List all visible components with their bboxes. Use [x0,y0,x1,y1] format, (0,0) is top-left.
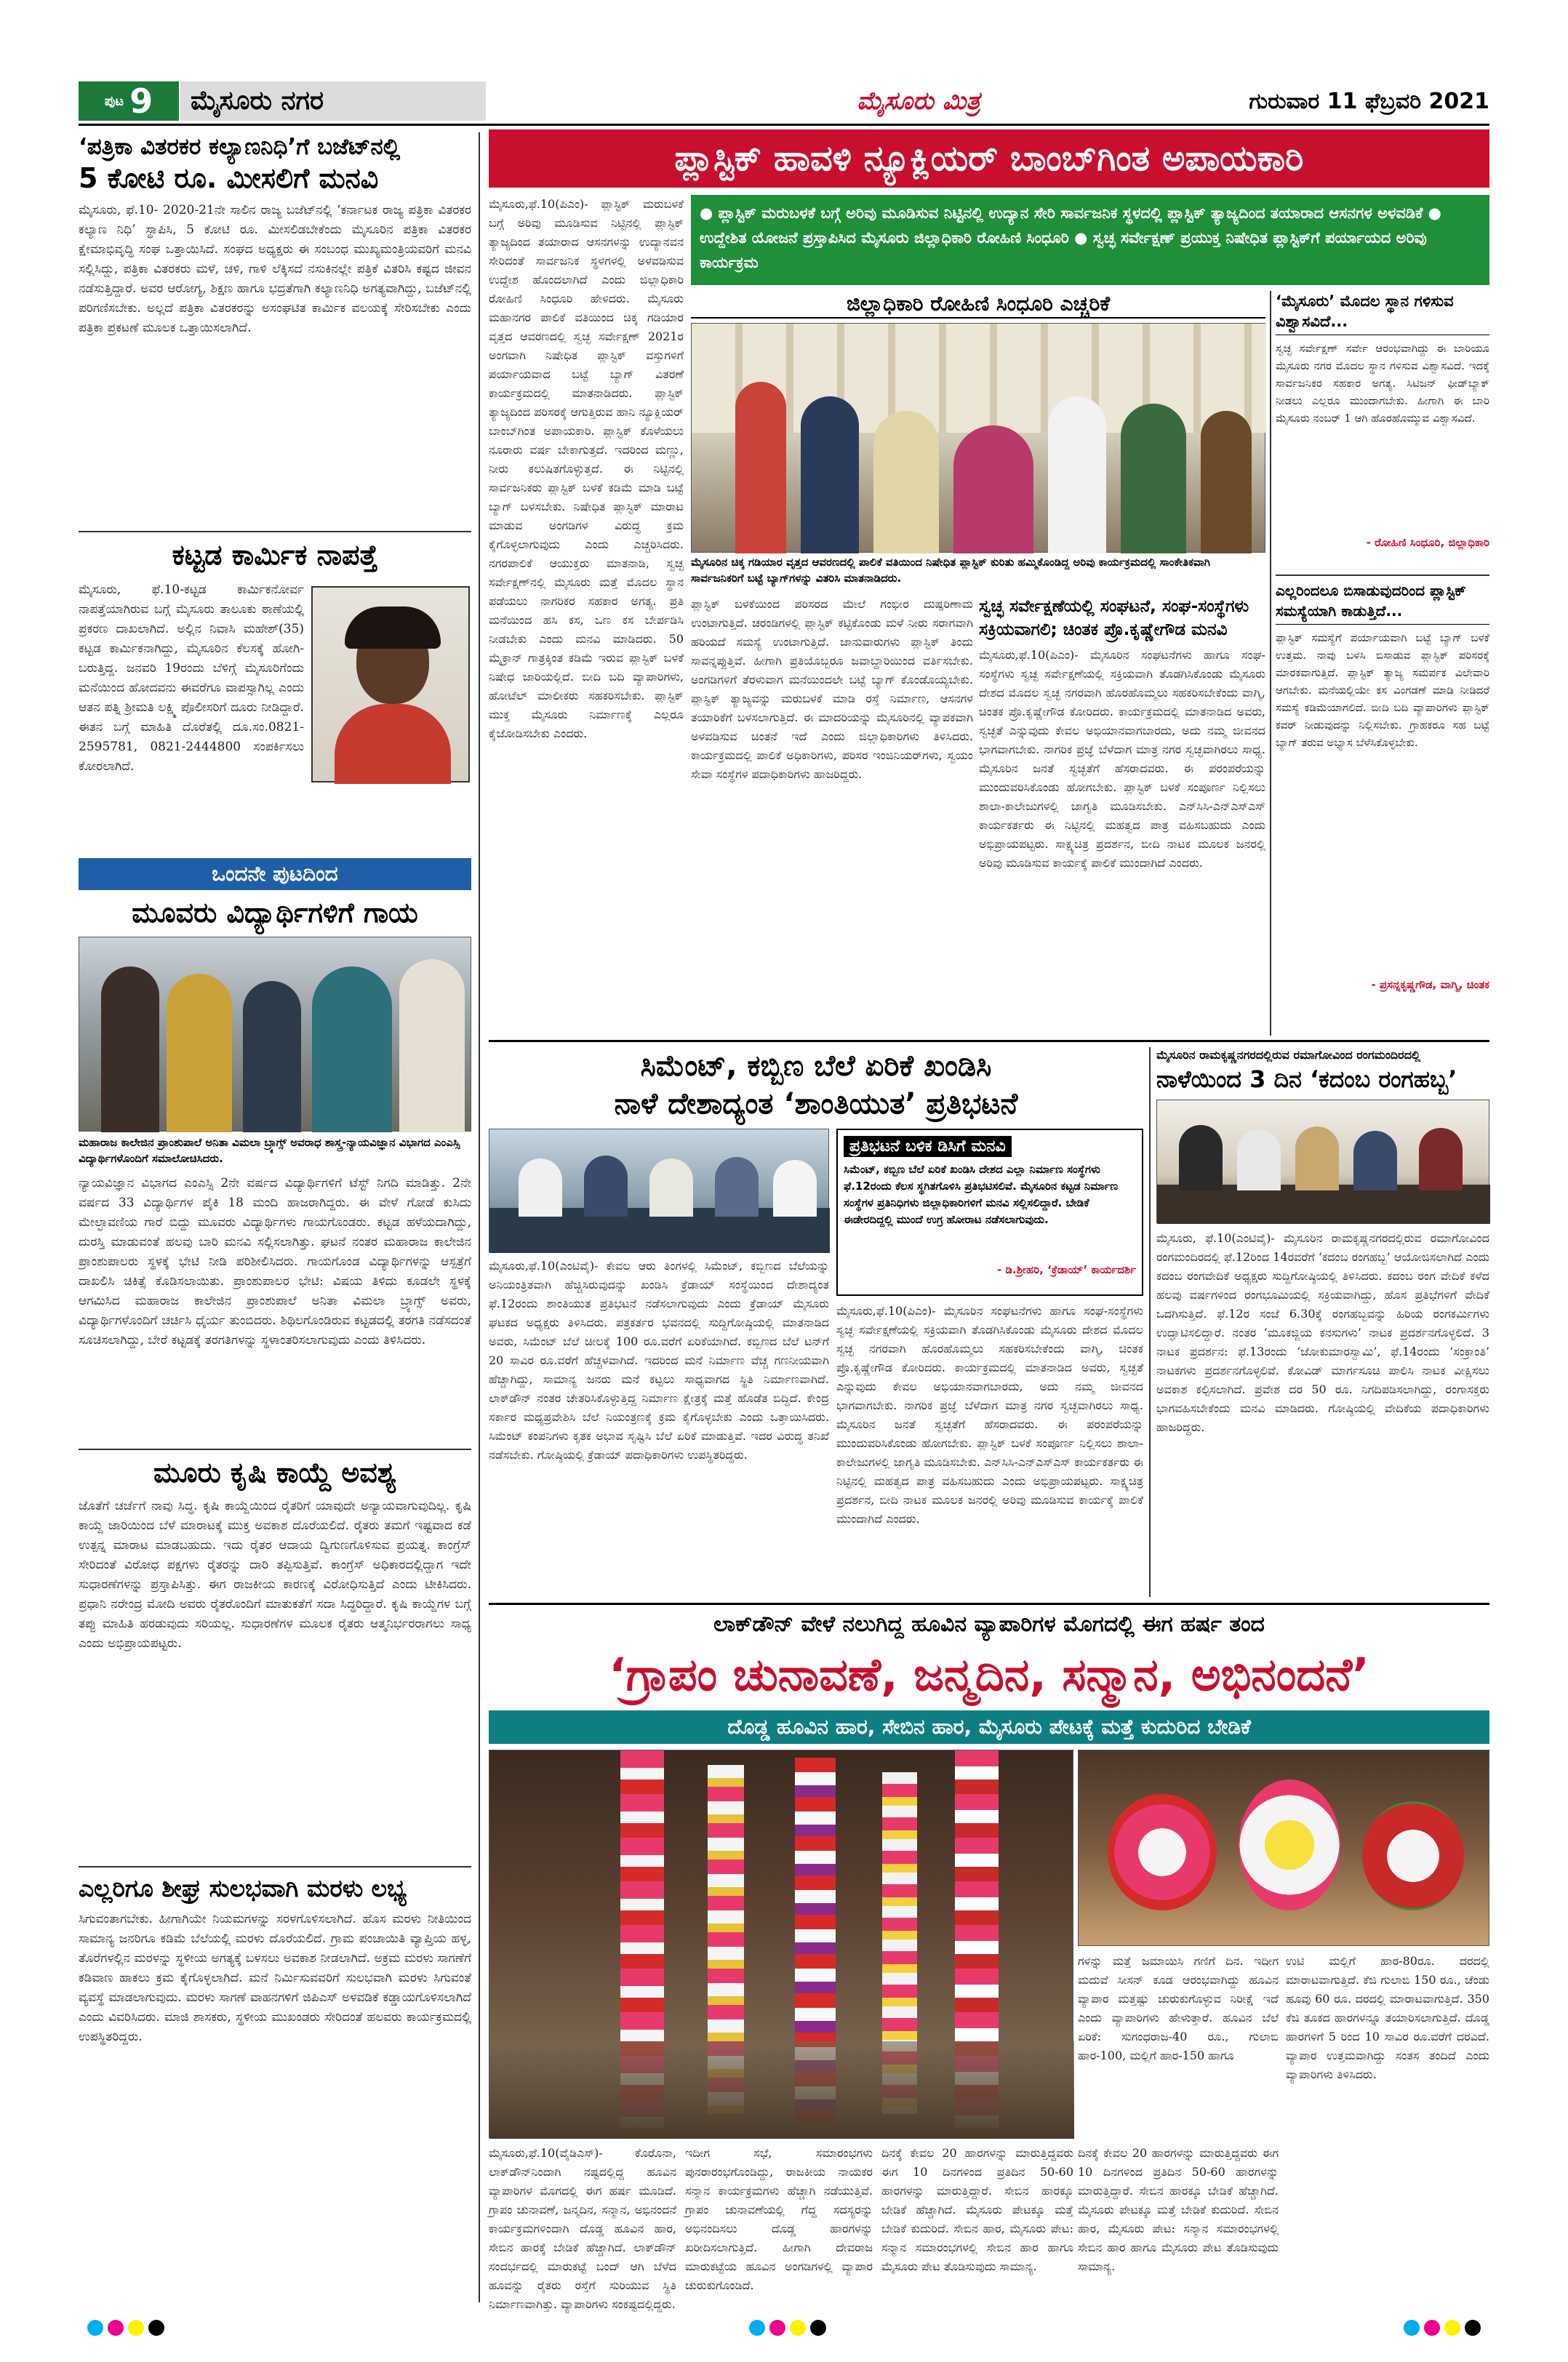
students-headline: ಮೂವರು ವಿದ್ಯಾರ್ಥಿಗಳಿಗೆ ಗಾಯ [132,897,418,929]
divider [79,1866,471,1867]
flower-garland-photo [1078,1750,1489,1946]
flower-col4-cont: ದಿನಕ್ಕೆ ಕೇವಲ 20 ಹಾರಗಳನ್ನು ಮಾರುತ್ತಿದ್ದವರು ಈಗ 10 ದಿನಗಳಿಂದ ಪ್ರತಿದಿನ 50-60 ಹಾರಗಳನ್ನು ಮಾರುತ್ತಿದ್ದಾರೆ. ಸೇಬಿನ ಹಾರಕ್ಕೂ ಬೇಡಿಕೆ ಹೆಚ್ಚಾಗಿದೆ. ಮೈಸೂರು ಪೇಟಕ್ಕೂ ಮತ್ತೆ ಬೇಡಿಕೆ ಕುದುರಿದೆ. ಸೇಬಿನ ಹಾರ, ಮೈಸೂರು ಪೇಟ: ಸನ್ಮಾನ ಸಮಾರಂಭಗಳಲ್ಲಿ ಸೇಬಿನ ಹಾರ ಹಾಗೂ ಮೈಸೂರು ಪೇಟ ತೊಡಿಸುವುದು ಸಾಮಾನ್ಯ. [1078,2146,1279,2273]
cement-press-photo [489,1129,829,1252]
color-registration-bar-center [749,2320,831,2339]
plastic-headline: ಪ್ಲಾಸ್ಟಿಕ್ ಹಾವಳಿ ನ್ಯೂಕ್ಲಿಯರ್ ಬಾಂಬ್‌ಗಿಂತ ಅಪಾಯಕಾರಿ [674,137,1304,179]
flower-kicker: ಲಾಕ್‌ಡೌನ್ ವೇಳೆ ನಲುಗಿದ್ದ ಹೂವಿನ ವ್ಯಾಪಾರಿಗಳ ಮೊಗದಲ್ಲಿ ಈಗ ಹರ್ಷ ತಂದ [713,1612,1265,1637]
issue-date: ಗುರುವಾರ 11 ಫೆಬ್ರವರಿ 2021 [1249,88,1489,114]
collector-photo [691,323,1265,553]
cement-box-title: ಪ್ರತಿಭಟನೆ ಬಳಿಕ ಡಿಸಿಗೆ ಮನವಿ [844,1136,1012,1157]
plastic-side-headline: ಎಲ್ಲರಿಂದಲೂ ಬಿಸಾಡುವುದರಿಂದ ಪ್ಲಾಸ್ಟಿಕ್ ಸಮಸ್ಯೆಯಾಗಿ ಕಾಡುತ್ತಿದೆ... [1276,580,1489,625]
students-story [79,894,471,1447]
sand-body: ಸಿಗುವಂತಾಗಬೇಕು. ಹೀಗಾಗಿಯೇ ನಿಯಮಗಳನ್ನು ಸರಳಗೊಳಿಸಲಾಗಿದೆ. ಹೊಸ ಮರಳು ನೀತಿಯಿಂದ ಸಾಮಾನ್ಯ ಜನರಿಗೂ ಕಡಿಮೆ ಬೆಲೆಯಲ್ಲಿ ಮರಳು ದೊರೆಯಲಿದೆ. ಗ್ರಾಮ ಪಂಚಾಯಿತಿ ವ್ಯಾಪ್ತಿಯ ಹಳ್ಳ, ತೊರೆಗಳಲ್ಲಿನ ಮರಳನ್ನು ಸ್ಥಳೀಯ ಅಗತ್ಯಕ್ಕೆ ಬಳಸಲು ಅವಕಾಶ ನೀಡಲಾಗಿದೆ. ಅಕ್ರಮ ಮರಳು ಸಾಗಣೆಗೆ ಕಡಿವಾಣ ಹಾಕಲು ಕ್ರಮ ಕೈಗೊಳ್ಳಲಾಗಿದೆ. ಮನೆ ನಿರ್ಮಿಸುವವರಿಗೆ ಸುಲಭವಾಗಿ ಮರಳು ಸಿಗುವಂತೆ ವ್ಯವಸ್ಥೆ ಮಾಡಲಾಗುವುದು. ಮರಳು ಸಾಗಣೆ ವಾಹನಗಳಿಗೆ ಜಿಪಿಎಸ್ ಅಳವಡಿಕೆ ಕಡ್ಡಾಯಗೊಳಿಸಲಾಗಿದೆ ಎಂದು ವಿವರಿಸಿದರು. ಮಾಜಿ ಶಾಸಕರು, ಸ್ಥಳೀಯ ಮುಖಂಡರು ಸೇರಿದಂತೆ ಹಲವರು ಕಾರ್ಯಕ್ರಮದಲ್ಲಿ ಉಪಸ್ಥಿತರಿದ್ದರು. [79,1912,471,2044]
divider [79,1449,471,1450]
masthead [79,81,1489,121]
flower-col3: ದಿನಕ್ಕೆ ಕೇವಲ 20 ಹಾರಗಳನ್ನು ಮಾರುತ್ತಿದ್ದವರು ಈಗ 10 ದಿನಗಳಿಂದ ಪ್ರತಿದಿನ 50-60 ಹಾರಗಳನ್ನು ಮಾರುತ್ತಿದ್ದಾರೆ. ಸೇಬಿನ ಹಾರಕ್ಕೂ ಬೇಡಿಕೆ ಹೆಚ್ಚಾಗಿದೆ. ಮೈಸೂರು ಪೇಟಕ್ಕೂ ಮತ್ತೆ ಬೇಡಿಕೆ ಕುದುರಿದೆ. ಸೇಬಿನ ಹಾರ, ಮೈಸೂರು ಪೇಟ: ಸನ್ಮಾನ ಸಮಾರಂಭಗಳಲ್ಲಿ ಸೇಬಿನ ಹಾರ ಹಾಗೂ ಮೈಸೂರು ಪೇಟ ತೊಡಿಸುವುದು ಸಾಮಾನ್ಯ. [881,2146,1073,2273]
students-body: ನ್ಯಾಯವಿಜ್ಞಾನ ವಿಭಾಗದ ಎಂಎಸ್ಸಿ 2ನೇ ವರ್ಷದ ವಿದ್ಯಾರ್ಥಿಗಳಿಗೆ ಟೆಸ್ಟ್ ನಿಗದಿ ಮಾಡಿತ್ತು. 2ನೇ ವರ್ಷದ 33 ವಿದ್ಯಾರ್ಥಿಗಳ ಪೈಕಿ 18 ಮಂದಿ ಹಾಜರಾಗಿದ್ದರು. ಈ ವೇಳೆ ಗೋಡೆ ಕುಸಿದು ಮೇಲ್ಛಾವಣಿಯ ಗಾರೆ ಬಿದ್ದು ಮೂವರು ವಿದ್ಯಾರ್ಥಿಗಳು ಗಾಯಗೊಂಡರು. ಕಟ್ಟಡ ಹಳೆಯದಾಗಿದ್ದು, ದುರಸ್ತಿ ಮಾಡುವಂತೆ ಹಲವು ಬಾರಿ ಮನವಿ ಸಲ್ಲಿಸಲಾಗಿತ್ತು. ಘಟನೆ ನಂತರ ಮಹಾರಾಜ ಕಾಲೇಜಿನ ಪ್ರಾಂಶುಪಾಲರು ಸ್ಥಳಕ್ಕೆ ಭೇಟಿ ನೀಡಿ ಪರಿಶೀಲಿಸಿದರು. ಗಾಯಗೊಂಡ ವಿದ್ಯಾರ್ಥಿಗಳನ್ನು ಆಸ್ಪತ್ರೆಗೆ ದಾಖಲಿಸಿ ಚಿಕಿತ್ಸೆ ಕೊಡಿಸಲಾಯಿತು. ಪ್ರಾಂಶುಪಾಲರ ಭೇಟಿ: ವಿಷಯ ತಿಳಿದು ಕೂಡಲೇ ಸ್ಥಳಕ್ಕೆ ಆಗಮಿಸಿದ ಮಹಾರಾಜ ಕಾಲೇಜಿನ ಪ್ರಾಂಶುಪಾಲೆ ಅನಿತಾ ವಿಮಲಾ ಬ್ರ್ಯಾಗ್ಸ್ ಅವರು, ವಿದ್ಯಾರ್ಥಿಗಳೊಂದಿಗೆ ಚರ್ಚಿಸಿ ಧೈರ್ಯ ತುಂಬಿದರು. ಶಿಥಿಲಗೊಂಡಿರುವ ಕಟ್ಟಡದಲ್ಲಿ ತರಗತಿ ನಡೆಸದಂತೆ ಸೂಚಿಸಲಾಗಿದ್ದು, ಬೇರೆ ಕಟ್ಟಡಕ್ಕೆ ತರಗತಿಗಳನ್ನು ಸ್ಥಳಾಂತರಿಸಲಾಗುವುದು ಎಂದು ತಿಳಿಸಿದರು. [79,1176,471,1348]
students-photo [79,937,471,1132]
farm-laws-story [79,1454,471,1862]
divider [1276,575,1489,576]
plastic-body-col1: ಮೈಸೂರು,ಫೆ.10(ಪಿಎಂ)- ಪ್ಲಾಸ್ಟಿಕ್ ಮರುಬಳಕೆ ಬಗ್ಗೆ ಅರಿವು ಮೂಡಿಸುವ ನಿಟ್ಟಿನಲ್ಲಿ ಪ್ಲಾಸ್ಟಿಕ್ ತ್ಯಾಜ್ಯದಿಂದ ತಯಾರಾದ ಆಸನಗಳನ್ನು ಉದ್ಯಾನವನ ಸೇರಿದಂತೆ ಸಾರ್ವಜನಿಕ ಸ್ಥಳಗಳಲ್ಲಿ ಅಳವಡಿಸುವ ಉದ್ದೇಶ ಹೊಂದಲಾಗಿದೆ ಎಂದು ಜಿಲ್ಲಾಧಿಕಾರಿ ರೋಹಿಣಿ ಸಿಂಧೂರಿ ಹೇಳಿದರು. ಮೈಸೂರು ಮಹಾನಗರ ಪಾಲಿಕೆ ವತಿಯಿಂದ ಚಿಕ್ಕ ಗಡಿಯಾರ ವೃತ್ತದ ಆವರಣದಲ್ಲಿ ಸ್ವಚ್ಛ ಸರ್ವೇಕ್ಷಣ್ 2021ರ ಅಂಗವಾಗಿ ನಿಷೇಧಿತ ಪ್ಲಾಸ್ಟಿಕ್ ವಸ್ತುಗಳಿಗೆ ಪರ್ಯಾಯವಾದ ಬಟ್ಟೆ ಬ್ಯಾಗ್ ವಿತರಣೆ ಕಾರ್ಯಕ್ರಮದಲ್ಲಿ ಮಾತನಾಡಿದರು. ಪ್ಲಾಸ್ಟಿಕ್ ತ್ಯಾಜ್ಯದಿಂದ ಪರಿಸರಕ್ಕೆ ಆಗುತ್ತಿರುವ ಹಾನಿ ನ್ಯೂಕ್ಲಿಯರ್ ಬಾಂಬ್‌ಗಿಂತ ಅಪಾಯಕಾರಿ. ಪ್ಲಾಸ್ಟಿಕ್ ಕೊಳೆಯಲು ನೂರಾರು ವರ್ಷ ಬೇಕಾಗುತ್ತದೆ. ಇದರಿಂದ ಮಣ್ಣು, ನೀರು ಕಲುಷಿತಗೊಳ್ಳುತ್ತದೆ. ಈ ನಿಟ್ಟಿನಲ್ಲಿ ಸಾರ್ವಜನಿಕರು ಪ್ಲಾಸ್ಟಿಕ್ ಬಳಕೆ ಕಡಿಮೆ ಮಾಡಿ ಬಟ್ಟೆ ಬ್ಯಾಗ್ ಬಳಸಬೇಕು. ನಿಷೇಧಿತ ಪ್ಲಾಸ್ಟಿಕ್ ಮಾರಾಟ ಮಾಡುವ ಅಂಗಡಿಗಳ ವಿರುದ್ಧ ಕ್ರಮ ಕೈಗೊಳ್ಳಲಾಗುವುದು ಎಂದು ಎಚ್ಚರಿಸಿದರು. ನಗರಪಾಲಿಕೆ ಆಯುಕ್ತರು ಮಾತನಾಡಿ, ಸ್ವಚ್ಛ ಸರ್ವೇಕ್ಷಣ್‌ನಲ್ಲಿ ಮೈಸೂರು ಮತ್ತೆ ಮೊದಲ ಸ್ಥಾನ ಪಡೆಯಲು ನಾಗರಿಕರ ಸಹಕಾರ ಅಗತ್ಯ. ಪ್ರತಿ ಮನೆಯಿಂದ ಹಸಿ ಕಸ, ಒಣ ಕಸ ಬೇರ್ಪಡಿಸಿ ನೀಡಬೇಕು ಎಂದು ಮನವಿ ಮಾಡಿದರು. 50 ಮೈಕ್ರಾನ್ ಗಾತ್ರಕ್ಕಿಂತ ಕಡಿಮೆ ಇರುವ ಪ್ಲಾಸ್ಟಿಕ್ ಬಳಕೆ ನಿಷೇಧ ಜಾರಿಯಲ್ಲಿದೆ. ಬೀದಿ ಬದಿ ವ್ಯಾಪಾರಿಗಳು, ಹೋಟೆಲ್ ಮಾಲೀಕರು ಸಹಕರಿಸಬೇಕು. ಪ್ಲಾಸ್ಟಿಕ್ ಮುಕ್ತ ಮೈಸೂರು ನಿರ್ಮಾಣಕ್ಕೆ ಎಲ್ಲರೂ ಕೈಜೋಡಿಸಬೇಕು ಎಂದರು. [489,197,684,740]
farm-headline: ಮೂರು ಕೃಷಿ ಕಾಯ್ದೆ ಅವಶ್ಯ [153,1457,396,1489]
flower-headline: ‘ಗ್ರಾಪಂ ಚುನಾವಣೆ, ಜನ್ಮದಿನ, ಸನ್ಮಾನ, ಅಭಿನಂದನೆ’ [609,1648,1369,1701]
section-name: ಮೈಸೂರು ನಗರ [180,81,486,121]
theatre-story [1156,1047,1489,1597]
worker-headline: ಕಟ್ಟಡ ಕಾರ್ಮಿಕ ನಾಪತ್ತೆ [172,539,378,571]
survey-story [979,595,1265,1036]
collector-body-col2: ಪ್ಲಾಸ್ಟಿಕ್ ಬಳಕೆಯಿಂದ ಪರಿಸರದ ಮೇಲೆ ಗಂಭೀರ ದುಷ್ಪರಿಣಾಮ ಉಂಟಾಗುತ್ತಿದೆ. ಚರಂಡಿಗಳಲ್ಲಿ ಪ್ಲಾಸ್ಟಿಕ್ ಕಟ್ಟಿಕೊಂಡು ಮಳೆ ನೀರು ಸರಾಗವಾಗಿ ಹರಿಯದೆ ಸಮಸ್ಯೆ ಉಂಟಾಗುತ್ತಿದೆ. ಜಾನುವಾರುಗಳು ಪ್ಲಾಸ್ಟಿಕ್ ತಿಂದು ಸಾವನ್ನಪ್ಪುತ್ತಿವೆ. ಹೀಗಾಗಿ ಪ್ರತಿಯೊಬ್ಬರೂ ಜವಾಬ್ದಾರಿಯಿಂದ ವರ್ತಿಸಬೇಕು. ಅಂಗಡಿಗಳಿಗೆ ತೆರಳುವಾಗ ಮನೆಯಿಂದಲೇ ಬಟ್ಟೆ ಬ್ಯಾಗ್ ಕೊಂಡೊಯ್ಯಬೇಕು. ಪ್ಲಾಸ್ಟಿಕ್ ತ್ಯಾಜ್ಯವನ್ನು ಮರುಬಳಕೆ ಮಾಡಿ ರಸ್ತೆ ನಿರ್ಮಾಣ, ಆಸನಗಳ ತಯಾರಿಕೆಗೆ ಬಳಸಲಾಗುತ್ತಿದೆ. ಈ ಮಾದರಿಯನ್ನು ಮೈಸೂರಿನಲ್ಲಿ ವ್ಯಾಪಕವಾಗಿ ಅಳವಡಿಸುವ ಚಿಂತನೆ ಇದೆ ಎಂದು ಜಿಲ್ಲಾಧಿಕಾರಿಗಳು ತಿಳಿಸಿದರು. ಕಾರ್ಯಕ್ರಮದಲ್ಲಿ ಪಾಲಿಕೆ ಅಧಿಕಾರಿಗಳು, ಪರಿಸರ ಇಂಜಿನಿಯರ್‌ಗಳು, ಸ್ವಯಂ ಸೇವಾ ಸಂಸ್ಥೆಗಳ ಪದಾಧಿಕಾರಿಗಳು ಹಾಜರಿದ್ದರು. [691,597,973,781]
swachh-side-headline: ‘ಮೈಸೂರು’ ಮೊದಲ ಸ್ಥಾನ ಗಳಿಸುವ ವಿಶ್ವಾಸವಿದೆ... [1276,291,1489,335]
theatre-press-photo [1156,1100,1489,1223]
column-divider [479,132,480,2302]
flower-col4: ಗಳನ್ನು ಮತ್ತೆ ಜಮಾಯಿಸಿ ಗಣಿಗೆ ದಿನ. ಇದೀಗ ಮದುವೆ ಸೀಸನ್ ಕೂಡ ಆರಂಭವಾಗಿದ್ದು ಹೂವಿನ ವ್ಯಾಪಾರ ಮತ್ತಷ್ಟು ಚುರುಕುಗೊಳ್ಳುವ ನಿರೀಕ್ಷೆ ಇದೆ ಎಂದು ವ್ಯಾಪಾರಿಗಳು ಹೇಳುತ್ತಾರೆ. ಹೂವಿನ ಬೆಲೆ ಏರಿಕೆ: ಸುಗಂಧರಾಜ-40 ರೂ., ಗುಲಾಬಿ ಹಾರ-100, ಮಲ್ಲಿಗೆ ಹಾರ-150 ಹಾಗೂ [1078,1954,1279,2062]
cement-headline: ಸಿಮೆಂಟ್, ಕಬ್ಬಿಣ ಬೆಲೆ ಏರಿಕೆ ಖಂಡಿಸಿ ನಾಳೆ ದೇಶಾದ್ಯಂತ ‘ಶಾಂತಿಯುತ’ ಪ್ರತಿಭಟನೆ [614,1049,1018,1121]
farm-body: ಜೊತೆಗೆ ಚರ್ಚೆಗೆ ನಾವು ಸಿದ್ಧ. ಕೃಷಿ ಕಾಯ್ದೆಯಿಂದ ರೈತರಿಗೆ ಯಾವುದೇ ಅನ್ಯಾಯವಾಗುವುದಿಲ್ಲ. ಕೃಷಿ ಕಾಯ್ದೆ ಜಾರಿಯಿಂದ ಬೆಳೆ ಮಾರಾಟಕ್ಕೆ ಮುಕ್ತ ಅವಕಾಶ ದೊರೆಯಲಿದೆ. ರೈತರು ತಮಗೆ ಇಷ್ಟವಾದ ಕಡೆ ಉತ್ಪನ್ನ ಮಾರಾಟ ಮಾಡಬಹುದು. ಇದು ರೈತರ ಆದಾಯ ದ್ವಿಗುಣಗೊಳಿಸುವ ಪ್ರಯತ್ನ. ಕಾಂಗ್ರೆಸ್ ಸೇರಿದಂತೆ ವಿರೋಧ ಪಕ್ಷಗಳು ರೈತರನ್ನು ದಾರಿ ತಪ್ಪಿಸುತ್ತಿವೆ. ಕಾಂಗ್ರೆಸ್ ಅಧಿಕಾರದಲ್ಲಿದ್ದಾಗ ಇದೇ ಸುಧಾರಣೆಗಳನ್ನು ಪ್ರಸ್ತಾಪಿಸಿತ್ತು. ಈಗ ರಾಜಕೀಯ ಕಾರಣಕ್ಕೆ ವಿರೋಧಿಸುತ್ತಿದೆ ಎಂದು ಟೀಕಿಸಿದರು. ಪ್ರಧಾನಿ ನರೇಂದ್ರ ಮೋದಿ ಅವರು ರೈತರೊಂದಿಗೆ ಮಾತುಕತೆಗೆ ಸದಾ ಸಿದ್ಧರಿದ್ದಾರೆ. ಕೃಷಿ ಕಾಯ್ದೆಗಳ ಬಗ್ಗೆ ತಪ್ಪು ಮಾಹಿತಿ ಹರಡುವುದು ಸರಿಯಲ್ಲ. ಸುಧಾರಣೆಗಳ ಮೂಲಕ ರೈತರು ಆತ್ಮನಿರ್ಭರರಾಗಲು ಸಾಧ್ಯ ಎಂದು ಅಭಿಪ್ರಾಯಪಟ್ಟರು. [79,1499,471,1651]
divider [489,1040,1489,1042]
flower-col2: ಇದೀಗ ಸಭೆ, ಸಮಾರಂಭಗಳು ಪುನರಾರಂಭಗೊಂಡಿದ್ದು, ರಾಜಕೀಯ ನಾಯಕರ ಸನ್ಮಾನ ಕಾರ್ಯಕ್ರಮಗಳು ಹೆಚ್ಚಾಗಿ ನಡೆಯುತ್ತಿವೆ. ಗ್ರಾಪಂ ಚುನಾವಣೆಯಲ್ಲಿ ಗೆದ್ದ ಸದಸ್ಯರನ್ನು ಅಭಿನಂದಿಸಲು ದೊಡ್ಡ ಹಾರಗಳನ್ನು ಖರೀದಿಸಲಾಗುತ್ತಿದೆ. ಹೀಗಾಗಿ ದೇವರಾಜ ಮಾರುಕಟ್ಟೆಯ ಹೂವಿನ ಅಂಗಡಿಗಳಲ್ಲಿ ವ್ಯಾಪಾರ ಚುರುಕುಗೊಂಡಿದೆ. [685,2146,873,2292]
budget-story [79,132,471,527]
flower-col5: ಉಟಿ ಮಲ್ಲಿಗೆ ಹಾರ-80ರೂ. ದರದಲ್ಲಿ ಮಾರಾಟವಾಗುತ್ತಿದೆ. ಕೆಜಿ ಗುಲಾಬಿ 150 ರೂ., ಚೆಂಡು ಹೂವು 60 ರೂ. ದರದಲ್ಲಿ ಮಾರಾಟವಾಗುತ್ತಿದೆ. 350 ಕೆಜಿ ತೂಕದ ಹಾರಗಳನ್ನೂ ತಯಾರಿಸಲಾಗುತ್ತಿದೆ. ದೊಡ್ಡ ಹಾರಗಳಿಗೆ 5 ರಿಂದ 10 ಸಾವಿರ ರೂ.ವರೆಗೆ ದರವಿದೆ. ವ್ಯಾಪಾರ ಉತ್ತಮವಾಗಿದ್ದು ಸಂತಸ ತಂದಿದೆ ಎಂದು ವ್ಯಾಪಾರಿಗಳು ತಿಳಿಸಿದರು. [1286,1954,1489,2081]
color-registration-bar-left [87,2320,169,2339]
continued-banner: ಒಂದನೇ ಪುಟದಿಂದ [79,858,471,890]
plastic-side-attribution: - ಪ್ರಸನ್ನಕೃಷ್ಣಗೌಡ, ವಾಗ್ಮಿ, ಚಿಂತಕ [1371,978,1489,991]
budget-headline: ‘ಪತ್ರಿಕಾ ವಿತರಕರ ಕಲ್ಯಾಣನಿಧಿ’ಗೆ ಬಜೆಟ್‌ನಲ್ಲಿ 5 ಕೋಟಿ ರೂ. ಮೀಸಲಿಗೆ ಮನವಿ [79,134,401,194]
sand-headline: ಎಲ್ಲರಿಗೂ ಶೀಘ್ರ ಸುಲಭವಾಗಿ ಮರಳು ಲಭ್ಯ [79,1874,407,1902]
masthead-rule [79,124,1489,126]
divider [1149,1047,1151,1597]
survey-headline: ಸ್ವಚ್ಛ ಸರ್ವೇಕ್ಷಣೆಯಲ್ಲಿ ಸಂಘಟನೆ, ಸಂಘ-ಸಂಸ್ಥೆಗಳು ಸಕ್ರಿಯವಾಗಲಿ; ಚಿಂತಕ ಪ್ರೊ.ಕೃಷ್ಣೇಗೌಡ ಮನವಿ [979,597,1249,639]
divider [1270,291,1271,1036]
paper-name-logo: ಮೈಸೂರು ಮಿತ್ರ [857,87,980,116]
swachh-side-body: ಸ್ವಚ್ಛ ಸರ್ವೇಕ್ಷಣ್ ಸರ್ವೇ ಆರಂಭವಾಗಿದ್ದು ಈ ಬಾರಿಯೂ ಮೈಸೂರು ನಗರ ಮೊದಲ ಸ್ಥಾನ ಗಳಿಸುವ ವಿಶ್ವಾಸವಿದೆ. ಇದಕ್ಕೆ ಸಾರ್ವಜನಿಕರ ಸಹಕಾರ ಅಗತ್ಯ. ಸಿಟಿಜನ್ ಫೀಡ್‌ಬ್ಯಾಕ್ ನೀಡಲು ಎಲ್ಲರೂ ಮುಂದಾಗಬೇಕು. ಹೀಗಾಗಿ ಈ ಬಾರಿ ಮೈಸೂರು ನಂಬರ್ 1 ಆಗಿ ಹೊರಹೊಮ್ಮುವ ವಿಶ್ವಾಸವಿದೆ. [1276,342,1489,425]
cement-protest-box [836,1129,1143,1296]
sand-story [79,1872,471,2302]
cement-body: ಮೈಸೂರು,ಫೆ.10(ಎಂಟಿವೈ)- ಕೇವಲ ಆರು ತಿಂಗಳಲ್ಲಿ ಸಿಮೆಂಟ್, ಕಬ್ಬಿಣದ ಬೆಲೆಯನ್ನು ಅನಿಯಂತ್ರಿತವಾಗಿ ಹೆಚ್ಚಿಸಿರುವುದನ್ನು ಖಂಡಿಸಿ ಕ್ರೆಡಾಯ್ ಸಂಸ್ಥೆಯಿಂದ ದೇಶಾದ್ಯಂತ ಫೆ.12ರಂದು ಶಾಂತಿಯುತ ಪ್ರತಿಭಟನೆ ನಡೆಸಲಾಗುವುದು ಎಂದು ಕ್ರೆಡಾಯ್ ಮೈಸೂರು ಘಟಕದ ಅಧ್ಯಕ್ಷರು ತಿಳಿಸಿದರು. ಪತ್ರಕರ್ತರ ಭವನದಲ್ಲಿ ಸುದ್ದಿಗೋಷ್ಠಿಯಲ್ಲಿ ಮಾತನಾಡಿದ ಅವರು, ಸಿಮೆಂಟ್ ಬೆಲೆ ಚೀಲಕ್ಕೆ 100 ರೂ.ವರೆಗೆ ಏರಿಕೆಯಾಗಿದೆ. ಕಬ್ಬಿಣದ ಬೆಲೆ ಟನ್‌ಗೆ 20 ಸಾವಿರ ರೂ.ವರೆಗೆ ಹೆಚ್ಚಳವಾಗಿದೆ. ಇದರಿಂದ ಮನೆ ನಿರ್ಮಾಣ ವೆಚ್ಚ ಗಣನೀಯವಾಗಿ ಹೆಚ್ಚಾಗಿದ್ದು, ಸಾಮಾನ್ಯ ಜನರು ಮನೆ ಕಟ್ಟಲು ಸಾಧ್ಯವಾಗದ ಸ್ಥಿತಿ ನಿರ್ಮಾಣವಾಗಿದೆ. ಲಾಕ್‌ಡೌನ್ ನಂತರ ಚೇತರಿಸಿಕೊಳ್ಳುತ್ತಿದ್ದ ನಿರ್ಮಾಣ ಕ್ಷೇತ್ರಕ್ಕೆ ಮತ್ತೆ ಹೊಡೆತ ಬಿದ್ದಿದೆ. ಕೇಂದ್ರ ಸರ್ಕಾರ ಮಧ್ಯಪ್ರವೇಶಿಸಿ ಬೆಲೆ ನಿಯಂತ್ರಣಕ್ಕೆ ಕ್ರಮ ಕೈಗೊಳ್ಳಬೇಕು ಎಂದು ಒತ್ತಾಯಿಸಿದರು. ಸಿಮೆಂಟ್ ಕಂಪನಿಗಳು ಕೃತಕ ಅಭಾವ ಸೃಷ್ಟಿಸಿ ಬೆಲೆ ಏರಿಕೆ ಮಾಡುತ್ತಿವೆ. ಇದರ ವಿರುದ್ಧ ತನಿಖೆ ನಡೆಸಬೇಕು. ಗೋಷ್ಠಿಯಲ್ಲಿ ಕ್ರೆಡಾಯ್ ಪದಾಧಿಕಾರಿಗಳು ಉಪಸ್ಥಿತರಿದ್ದರು. [489,1259,829,1462]
page-number: 9 [129,81,153,121]
worker-body: ಮೈಸೂರು, ಫೆ.10-ಕಟ್ಟಡ ಕಾರ್ಮಿಕನೋರ್ವ ನಾಪತ್ತೆಯಾಗಿರುವ ಬಗ್ಗೆ ಮೈಸೂರು ತಾಲೂಕು ಠಾಣೆಯಲ್ಲಿ ಪ್ರಕರಣ ದಾಖಲಾಗಿದೆ. ಅಲ್ಲಿನ ನಿವಾಸಿ ಮಹೇಶ್(35) ಕಟ್ಟಡ ಕಾರ್ಮಿಕನಾಗಿದ್ದು, ಮೈಸೂರಿನ ಕೆಲಸಕ್ಕೆ ಹೋಗಿ-ಬರುತ್ತಿದ್ದ. ಜನವರಿ 19ರಂದು ಬೆಳಿಗ್ಗೆ ಮೈಸೂರಿಗೆಂದು ಮನೆಯಿಂದ ಹೋದವನು ಈವರೆಗೂ ವಾಪಸ್ಸಾಗಿಲ್ಲ ಎಂದು ಆತನ ಪತ್ನಿ ಶ್ರೀಮತಿ ಲಕ್ಷ್ಮಿ ಪೊಲೀಸರಿಗೆ ದೂರು ನೀಡಿದ್ದಾರೆ. ಈತನ ಬಗ್ಗೆ ಮಾಹಿತಿ ದೊರೆತಲ್ಲಿ ದೂ.ಸಂ.0821-2595781, 0821-2444800 ಸಂಪರ್ಕಿಸಲು ಕೋರಲಾಗಿದೆ. [79,583,304,774]
page-number-badge [79,81,179,121]
swachh-side-attribution: - ರೋಹಿಣಿ ಸಿಂಧೂರಿ, ಜಿಲ್ಲಾಧಿಕಾರಿ [1366,536,1489,549]
page-label: ಪುಟ [104,93,124,109]
survey-body: ಮೈಸೂರು,ಫೆ.10(ಪಿಎಂ)- ಮೈಸೂರಿನ ಸಂಘಟನೆಗಳು ಹಾಗೂ ಸಂಘ-ಸಂಸ್ಥೆಗಳು ಸ್ವಚ್ಛ ಸರ್ವೇಕ್ಷಣೆಯಲ್ಲಿ ಸಕ್ರಿಯವಾಗಿ ತೊಡಗಿಸಿಕೊಂಡು ಮೈಸೂರು ದೇಶದ ಮೊದಲ ಸ್ವಚ್ಛ ನಗರವಾಗಿ ಹೊರಹೊಮ್ಮಲು ಸಹಕರಿಸಬೇಕೆಂದು ವಾಗ್ಮಿ, ಚಿಂತಕ ಪ್ರೊ.ಕೃಷ್ಣೇಗೌಡ ಕೋರಿದರು. ಕಾರ್ಯಕ್ರಮದಲ್ಲಿ ಮಾತನಾಡಿದ ಅವರು, ಸ್ವಚ್ಛತೆ ಎನ್ನುವುದು ಕೇವಲ ಅಭಿಯಾನವಾಗಬಾರದು, ಅದು ನಮ್ಮ ಜೀವನದ ಭಾಗವಾಗಬೇಕು. ನಾಗರಿಕ ಪ್ರಜ್ಞೆ ಬೆಳೆದಾಗ ಮಾತ್ರ ನಗರ ಸ್ವಚ್ಛವಾಗಿರಲು ಸಾಧ್ಯ. ಮೈಸೂರಿನ ಜನತೆ ಸ್ವಚ್ಛತೆಗೆ ಹೆಸರಾದವರು. ಈ ಪರಂಪರೆಯನ್ನು ಮುಂದುವರಿಸಿಕೊಂಡು ಹೋಗಬೇಕು. ಪ್ಲಾಸ್ಟಿಕ್ ಬಳಕೆ ಸಂಪೂರ್ಣ ನಿಲ್ಲಿಸಲು ಶಾಲಾ-ಕಾಲೇಜುಗಳಲ್ಲಿ ಜಾಗೃತಿ ಮೂಡಿಸಬೇಕು. ಎನ್‌ಸಿಸಿ-ಎನ್‌ಎಸ್‌ಎಸ್ ಕಾರ್ಯಕರ್ತರು ಈ ನಿಟ್ಟಿನಲ್ಲಿ ಮಹತ್ವದ ಪಾತ್ರ ವಹಿಸಬಹುದು ಎಂದು ಅಭಿಪ್ರಾಯಪಟ್ಟರು. ಸಾಕ್ಷ್ಯಚಿತ್ರ ಪ್ರದರ್ಶನ, ಬೀದಿ ನಾಟಕ ಮೂಲಕ ಜನರಲ್ಲಿ ಅರಿವು ಮೂಡಿಸುವ ಕಾರ್ಯಕ್ಕೆ ಪಾಲಿಕೆ ಮುಂದಾಗಿದೆ ಎಂದರು. [979,648,1265,870]
theatre-kicker: ಮೈಸೂರಿನ ರಾಮಕೃಷ್ಣನಗರದಲ್ಲಿರುವ ರಮಾಗೋವಿಂದ ರಂಗಮಂದಿರದಲ್ಲಿ [1156,1048,1421,1062]
plastic-side-body: ಪ್ಲಾಸ್ಟಿಕ್ ಸಮಸ್ಯೆಗೆ ಪರ್ಯಾಯವಾಗಿ ಬಟ್ಟೆ ಬ್ಯಾಗ್ ಬಳಕೆ ಉತ್ತಮ. ನಾವು ಬಳಸಿ ಬಿಸಾಡುವ ಪ್ಲಾಸ್ಟಿಕ್ ಪರಿಸರಕ್ಕೆ ಮಾರಕವಾಗುತ್ತಿದೆ. ಪ್ಲಾಸ್ಟಿಕ್ ತ್ಯಾಜ್ಯ ಸಮರ್ಪಕ ವಿಲೇವಾರಿ ಆಗಬೇಕು. ಮನೆಯಲ್ಲಿಯೇ ಕಸ ವಿಂಗಡಣೆ ಮಾಡಿ ನೀಡಿದರೆ ಸಮಸ್ಯೆ ಕಡಿಮೆಯಾಗಲಿದೆ. ಬೀದಿ ಬದಿ ವ್ಯಾಪಾರಿಗಳು ಪ್ಲಾಸ್ಟಿಕ್ ಕವರ್ ನೀಡುವುದನ್ನು ನಿಲ್ಲಿಸಬೇಕು. ಗ್ರಾಹಕರೂ ಸಹ ಬಟ್ಟೆ ಬ್ಯಾಗ್ ತರುವ ಅಭ್ಯಾಸ ಬೆಳೆಸಿಕೊಳ್ಳಬೇಕು. [1276,631,1489,749]
collector-caption: ಮೈಸೂರಿನ ಚಿಕ್ಕ ಗಡಿಯಾರ ವೃತ್ತದ ಆವರಣದಲ್ಲಿ ಪಾಲಿಕೆ ವತಿಯಿಂದ ನಿಷೇಧಿತ ಪ್ಲಾಸ್ಟಿಕ್ ಕುರಿತು ಹಮ್ಮಿಕೊಂಡಿದ್ದ ಅರಿವು ಕಾರ್ಯಕ್ರಮದಲ್ಲಿ ಸಾಂಕೇತಿಕವಾಗಿ ಸಾರ್ವಜನಿಕರಿಗೆ ಬಟ್ಟೆ ಬ್ಯಾಗ್‌ಗಳನ್ನು ವಿತರಿಸಿ ಮಾತನಾಡಿದರು. [691,556,1210,585]
plastic-side-box [1276,580,1489,1036]
collector-banner: ಜಿಲ್ಲಾಧಿಕಾರಿ ರೋಹಿಣಿ ಸಿಂಧೂರಿ ಎಚ್ಚರಿಕೆ [691,291,1265,319]
cement-box-attribution: - ಡಿ.ಶ್ರೀಹರಿ, ‘ಕ್ರೆಡಾಯ್’ ಕಾರ್ಯದರ್ಶಿ [997,1263,1136,1276]
theatre-headline: ನಾಳೆಯಿಂದ 3 ದಿನ ‘ಕದಂಬ ರಂಗಹಬ್ಬ’ [1156,1065,1457,1093]
missing-worker-photo [311,586,470,782]
plastic-deck: ● ಪ್ಲಾಸ್ಟಿಕ್ ಮರುಬಳಕೆ ಬಗ್ಗೆ ಅರಿವು ಮೂಡಿಸುವ ನಿಟ್ಟಿನಲ್ಲಿ ಉದ್ಯಾನ ಸೇರಿ ಸಾರ್ವಜನಿಕ ಸ್ಥಳದಲ್ಲಿ ಪ್ಲಾಸ್ಟಿಕ್ ತ್ಯಾಜ್ಯದಿಂದ ತಯಾರಾದ ಆಸನಗಳ ಅಳವಡಿಕೆ ● ಉದ್ದೇಶಿತ ಯೋಜನೆ ಪ್ರಸ್ತಾಪಿಸಿದ ಮೈಸೂರು ಜಿಲ್ಲಾಧಿಕಾರಿ ರೋಹಿಣಿ ಸಿಂಧೂರಿ ● ಸ್ವಚ್ಛ ಸರ್ವೇಕ್ಷಣ್ ಪ್ರಯುಕ್ತ ನಿಷೇಧಿತ ಪ್ಲಾಸ್ಟಿಕ್‌ಗೆ ಪರ್ಯಾಯದ ಅರಿವು ಕಾರ್ಯಕ್ರಮ [691,195,1489,285]
plastic-headline-box [489,129,1489,188]
cement-box-body: ಸಿಮೆಂಟ್, ಕಬ್ಬಿಣ ಬೆಲೆ ಏರಿಕೆ ಖಂಡಿಸಿ ದೇಶದ ಎಲ್ಲಾ ನಿರ್ಮಾಣ ಸಂಸ್ಥೆಗಳು ಫೆ.12ರಂದು ಕೆಲಸ ಸ್ಥಗಿತಗೊಳಿಸಿ ಪ್ರತಿಭಟಿಸಲಿವೆ. ಮೈಸೂರಿನ ಕಟ್ಟಡ ನಿರ್ಮಾಣ ಸಂಸ್ಥೆಗಳ ಪ್ರತಿನಿಧಿಗಳು ಜಿಲ್ಲಾಧಿಕಾರಿಗಳಿಗೆ ಮನವಿ ಸಲ್ಲಿಸಲಿದ್ದಾರೆ. ಬೇಡಿಕೆ ಈಡೇರದಿದ್ದಲ್ಲಿ ಮುಂದೆ ಉಗ್ರ ಹೋರಾಟ ನಡೆಸಲಾಗುವುದು. [844,1163,1119,1226]
worker-story [79,537,471,851]
flower-col1: ಮೈಸೂರು,ಫೆ.10(ವೈಡಿಎಸ್)- ಕೊರೊನಾ, ಲಾಕ್‌ಡೌನ್‌ನಿಂದಾಗಿ ನಷ್ಟದಲ್ಲಿದ್ದ ಹೂವಿನ ವ್ಯಾಪಾರಿಗಳ ಮೊಗದಲ್ಲಿ ಈಗ ಹರ್ಷ ಮೂಡಿದೆ. ಗ್ರಾಪಂ ಚುನಾವಣೆ, ಜನ್ಮದಿನ, ಸನ್ಮಾನ, ಅಭಿನಂದನೆ ಕಾರ್ಯಕ್ರಮಗಳಿಂದಾಗಿ ದೊಡ್ಡ ಹೂವಿನ ಹಾರ, ಸೇಬಿನ ಹಾರಕ್ಕೆ ಬೇಡಿಕೆ ಹೆಚ್ಚಾಗಿದೆ. ಲಾಕ್‌ಡೌನ್ ಸಂದರ್ಭದಲ್ಲಿ ಮಾರುಕಟ್ಟೆ ಬಂದ್ ಆಗಿ ಬೆಳೆದ ಹೂವನ್ನು ರೈತರು ರಸ್ತೆಗೆ ಸುರಿಯುವ ಸ್ಥಿತಿ ನಿರ್ಮಾಣವಾಗಿತ್ತು. ವ್ಯಾಪಾರಿಗಳು ಸಂಕಷ್ಟದಲ್ಲಿದ್ದರು. [489,2146,676,2311]
flower-deck: ದೊಡ್ಡ ಹೂವಿನ ಹಾರ, ಸೇಬಿನ ಹಾರ, ಮೈಸೂರು ಪೇಟಕ್ಕೆ ಮತ್ತೆ ಕುದುರಿದ ಬೇಡಿಕೆ [489,1710,1489,1744]
color-registration-bar-right [1404,2320,1485,2339]
swachh-side-box [1276,291,1489,573]
flower-market-photo [489,1750,1073,2138]
theatre-body: ಮೈಸೂರು, ಫೆ.10(ಎಂಟಿವೈ)- ಮೈಸೂರಿನ ರಾಮಕೃಷ್ಣನಗರದಲ್ಲಿರುವ ರಮಾಗೋವಿಂದ ರಂಗಮಂದಿರದಲ್ಲಿ ಫೆ.12ರಿಂದ 14ರವರೆಗೆ ‘ಕದಂಬ ರಂಗಹಬ್ಬ’ ಆಯೋಜಿಸಲಾಗಿದೆ ಎಂದು ಕದಂಬ ರಂಗವೇದಿಕೆ ಅಧ್ಯಕ್ಷರು ಸುದ್ದಿಗೋಷ್ಠಿಯಲ್ಲಿ ತಿಳಿಸಿದರು. ಕದಂಬ ರಂಗ ವೇದಿಕೆ ಕಳೆದ ಹಲವು ವರ್ಷಗಳಿಂದ ರಂಗಭೂಮಿಯಲ್ಲಿ ಸಕ್ರಿಯವಾಗಿದ್ದು, ಹೊಸ ಪ್ರತಿಭೆಗಳಿಗೆ ವೇದಿಕೆ ಒದಗಿಸುತ್ತಿದೆ. ಫೆ.12ರ ಸಂಜೆ 6.30ಕ್ಕೆ ರಂಗಹಬ್ಬವನ್ನು ಹಿರಿಯ ರಂಗಕರ್ಮಿಗಳು ಉದ್ಘಾಟಿಸಲಿದ್ದಾರೆ. ನಂತರ ‘ಮೂಕಜ್ಜಿಯ ಕನಸುಗಳು’ ನಾಟಕ ಪ್ರದರ್ಶನಗೊಳ್ಳಲಿದೆ. 3 ನಾಟಕ ಪ್ರದರ್ಶನ: ಫೆ.13ರಂದು ‘ಜೋಕುಮಾರಸ್ವಾಮಿ’, ಫೆ.14ರಂದು ‘ಸಂಕ್ರಾಂತಿ’ ನಾಟಕಗಳು ಪ್ರದರ್ಶನಗೊಳ್ಳಲಿವೆ. ಕೋವಿಡ್ ಮಾರ್ಗಸೂಚಿ ಪಾಲಿಸಿ ನಾಟಕ ವೀಕ್ಷಿಸಲು ಅವಕಾಶ ಕಲ್ಪಿಸಲಾಗಿದೆ. ಪ್ರವೇಶ ದರ 50 ರೂ. ನಿಗದಿಪಡಿಸಲಾಗಿದ್ದು, ರಂಗಾಸಕ್ತರು ಭಾಗವಹಿಸಬೇಕೆಂದು ಮನವಿ ಮಾಡಿದರು. ಗೋಷ್ಠಿಯಲ್ಲಿ ವೇದಿಕೆಯ ಪದಾಧಿಕಾರಿಗಳು ಹಾಜರಿದ್ದರು. [1156,1231,1489,1434]
divider [489,1603,1489,1605]
students-caption: ಮಹಾರಾಜ ಕಾಲೇಜಿನ ಪ್ರಾಂಶುಪಾಲೆ ಅನಿತಾ ವಿಮಲಾ ಬ್ರ್ಯಾಗ್ಸ್ ಅವರಾಧ ಶಾಸ್ತ್ರ-ನ್ಯಾಯವಿಜ್ಞಾನ ವಿಭಾಗದ ಎಂಎಸ್ಸಿ ವಿದ್ಯಾರ್ಥಿಗಳೊಂದಿಗೆ ಸಮಾಲೋಚಿಸಿದರು. [79,1136,460,1165]
divider [79,531,471,532]
cement-body-cont: ಮೈಸೂರು,ಫೆ.10(ಪಿಎಂ)- ಮೈಸೂರಿನ ಸಂಘಟನೆಗಳು ಹಾಗೂ ಸಂಘ-ಸಂಸ್ಥೆಗಳು ಸ್ವಚ್ಛ ಸರ್ವೇಕ್ಷಣೆಯಲ್ಲಿ ಸಕ್ರಿಯವಾಗಿ ತೊಡಗಿಸಿಕೊಂಡು ಮೈಸೂರು ದೇಶದ ಮೊದಲ ಸ್ವಚ್ಛ ನಗರವಾಗಿ ಹೊರಹೊಮ್ಮಲು ಸಹಕರಿಸಬೇಕೆಂದು ವಾಗ್ಮಿ, ಚಿಂತಕ ಪ್ರೊ.ಕೃಷ್ಣೇಗೌಡ ಕೋರಿದರು. ಕಾರ್ಯಕ್ರಮದಲ್ಲಿ ಮಾತನಾಡಿದ ಅವರು, ಸ್ವಚ್ಛತೆ ಎನ್ನುವುದು ಕೇವಲ ಅಭಿಯಾನವಾಗಬಾರದು, ಅದು ನಮ್ಮ ಜೀವನದ ಭಾಗವಾಗಬೇಕು. ನಾಗರಿಕ ಪ್ರಜ್ಞೆ ಬೆಳೆದಾಗ ಮಾತ್ರ ನಗರ ಸ್ವಚ್ಛವಾಗಿರಲು ಸಾಧ್ಯ. ಮೈಸೂರಿನ ಜನತೆ ಸ್ವಚ್ಛತೆಗೆ ಹೆಸರಾದವರು. ಈ ಪರಂಪರೆಯನ್ನು ಮುಂದುವರಿಸಿಕೊಂಡು ಹೋಗಬೇಕು. ಪ್ಲಾಸ್ಟಿಕ್ ಬಳಕೆ ಸಂಪೂರ್ಣ ನಿಲ್ಲಿಸಲು ಶಾಲಾ-ಕಾಲೇಜುಗಳಲ್ಲಿ ಜಾಗೃತಿ ಮೂಡಿಸಬೇಕು. ಎನ್‌ಸಿಸಿ-ಎನ್‌ಎಸ್‌ಎಸ್ ಕಾರ್ಯಕರ್ತರು ಈ ನಿಟ್ಟಿನಲ್ಲಿ ಮಹತ್ವದ ಪಾತ್ರ ವಹಿಸಬಹುದು ಎಂದು ಅಭಿಪ್ರಾಯಪಟ್ಟರು. ಸಾಕ್ಷ್ಯಚಿತ್ರ ಪ್ರದರ್ಶನ, ಬೀದಿ ನಾಟಕ ಮೂಲಕ ಜನರಲ್ಲಿ ಅರಿವು ಮೂಡಿಸುವ ಕಾರ್ಯಕ್ಕೆ ಪಾಲಿಕೆ ಮುಂದಾಗಿದೆ ಎಂದರು. [836,1304,1143,1526]
budget-body: ಮೈಸೂರು, ಫೆ.10- 2020-21ನೇ ಸಾಲಿನ ರಾಜ್ಯ ಬಜೆಟ್‌ನಲ್ಲಿ ‘ಕರ್ನಾಟಕ ರಾಜ್ಯ ಪತ್ರಿಕಾ ವಿತರಕರ ಕಲ್ಯಾಣ ನಿಧಿ’ ಸ್ಥಾಪಿಸಿ, 5 ಕೋಟಿ ರೂ. ಮೀಸಲಿಡಬೇಕೆಂದು ಮೈಸೂರಿನ ಪತ್ರಿಕಾ ವಿತರಕರ ಕ್ಷೇಮಾಭಿವೃದ್ಧಿ ಸಂಘ ಒತ್ತಾಯಿಸಿದೆ. ಸಂಘದ ಅಧ್ಯಕ್ಷರು ಈ ಸಂಬಂಧ ಮುಖ್ಯಮಂತ್ರಿಯವರಿಗೆ ಮನವಿ ಸಲ್ಲಿಸಿದ್ದು, ಪತ್ರಿಕಾ ವಿತರಕರು ಮಳೆ, ಚಳಿ, ಗಾಳಿ ಲೆಕ್ಕಿಸದೆ ನಸುಕಿನಲ್ಲೇ ಪತ್ರಿಕೆ ವಿತರಿಸಿ ಕಷ್ಟದ ಜೀವನ ನಡೆಸುತ್ತಿದ್ದಾರೆ. ಅವರ ಆರೋಗ್ಯ, ಶಿಕ್ಷಣ ಹಾಗೂ ಭದ್ರತೆಗಾಗಿ ಕಲ್ಯಾಣನಿಧಿ ಅಗತ್ಯವಾಗಿದ್ದು, ಬಜೆಟ್‌ನಲ್ಲಿ ಪರಿಗಣಿಸಬೇಕು. ಅಲ್ಲದೆ ಪತ್ರಿಕಾ ವಿತರಕರನ್ನು ಅಸಂಘಟಿತ ಕಾರ್ಮಿಕ ವಲಯಕ್ಕೆ ಸೇರಿಸಬೇಕು ಎಂದು ಪತ್ರಿಕಾ ಪ್ರಕಟಣೆ ಮೂಲಕ ಒತ್ತಾಯಿಸಲಾಗಿದೆ. [79,203,471,335]
